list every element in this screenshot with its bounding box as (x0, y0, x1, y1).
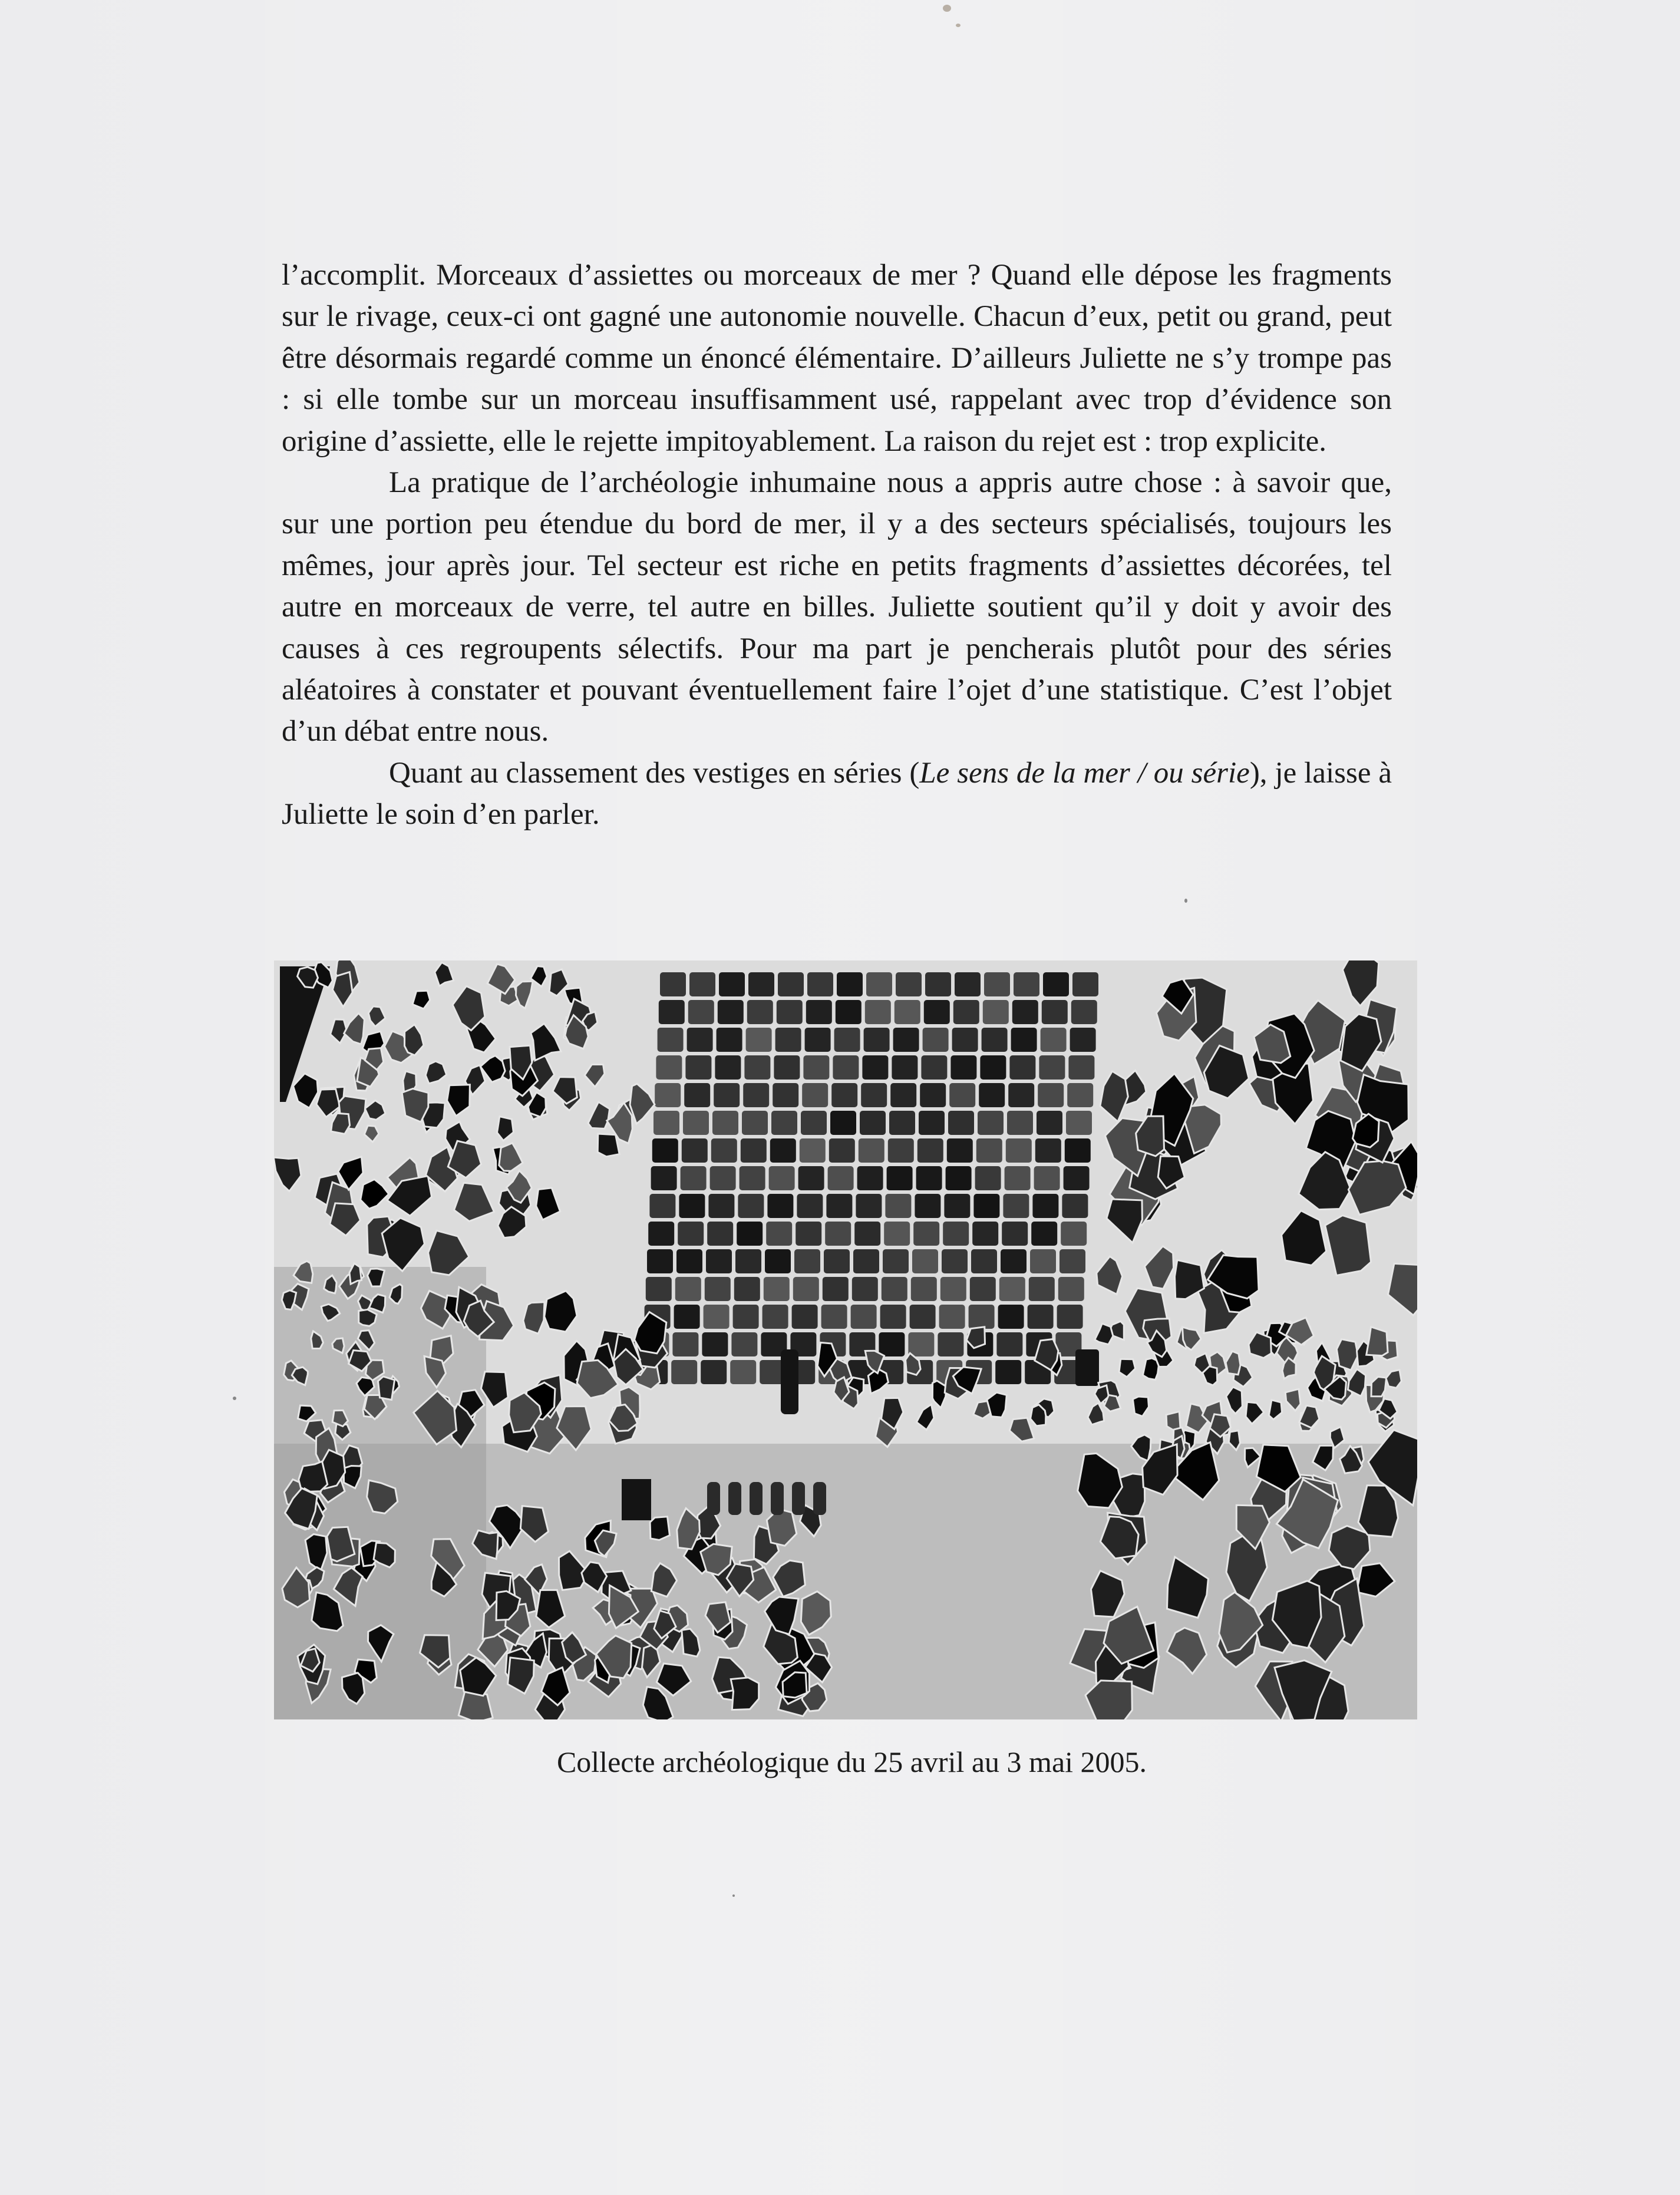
tile-fragment (946, 1166, 972, 1190)
tile-fragment (865, 1000, 891, 1024)
tile-fragment (920, 1083, 946, 1107)
tile-fragment (1006, 1138, 1032, 1163)
shard-fragment (650, 1517, 669, 1540)
tile-fragment (826, 1194, 852, 1218)
tile-fragment (913, 1222, 939, 1246)
tile-fragment (885, 1194, 911, 1218)
tile-fragment (969, 1305, 995, 1329)
tile-fragment (857, 1166, 883, 1190)
paragraph-1-text: l’accomplit. Morceaux d’assiettes ou morceaux de mer ? Quand elle dépose les fragments sur le rivage, ceux-ci ont gagné une autonomie nouvelle. Chacun d’eux, petit ou grand, peut être désormais regardé comme un énoncé élémentaire. D’ailleurs Juliette ne s’y trompe pas : si elle tombe sur un morceau insuffisamment usé, rappelant avec trop d’évidence son origine d’assiette, elle le rejette impitoyablement. La raison du rejet est : trop explicite. (282, 259, 1392, 458)
tile-fragment (821, 1305, 847, 1329)
tile-fragment (980, 1055, 1006, 1080)
tile-fragment (767, 1194, 793, 1218)
tile-fragment (1060, 1249, 1085, 1273)
tile-fragment (944, 1194, 970, 1218)
tile-fragment (763, 1305, 788, 1329)
tile-fragment (1031, 1222, 1057, 1246)
tile-fragment (718, 1000, 744, 1024)
tile-fragment (1039, 1055, 1065, 1080)
tile-fragment (972, 1222, 998, 1246)
shard-fragment (1367, 1327, 1388, 1356)
tile-fragment (801, 1111, 827, 1135)
tile-fragment (950, 1055, 976, 1080)
tile-fragment (798, 1166, 824, 1190)
tile-fragment (1057, 1305, 1083, 1329)
tile-fragment (702, 1332, 728, 1356)
tile-fragment (890, 1083, 916, 1107)
paragraph-2-text: La pratique de l’archéologie inhumaine nous a appris autre chose : à savoir que, sur une portion peu étendue du bord de mer, il y a des secteurs spécialisés, toujours les mêmes, jour après jour. Tel secteur est riche en petits fragments d’assiettes décorées, tel autre en morceaux de verre, tel autre en billes. Juliette soutient qu’il y doit y avoir des causes à ces regroupents sélectifs. Pour ma part je pencherais plutôt pour des séries aléatoires à constater et pouvant éventuellement faire l’ojet d’une statistique. C’est l’objet d’un débat entre nous. (282, 466, 1392, 748)
tile-fragment (777, 1000, 803, 1024)
paragraph-2 (282, 462, 1392, 752)
tile-fragment (689, 972, 715, 996)
tile-fragment (1034, 1166, 1060, 1190)
tile-fragment (1009, 1055, 1035, 1080)
tile-fragment (879, 1332, 905, 1356)
tile-fragment (1042, 1000, 1068, 1024)
tile-fragment (765, 1249, 791, 1273)
tile-fragment (851, 1305, 877, 1329)
tile-fragment (1028, 1305, 1054, 1329)
tile-fragment (1003, 1194, 1029, 1218)
tile-fragment (683, 1111, 709, 1135)
tile-fragment (1064, 1166, 1090, 1190)
shard-fragment (378, 1377, 395, 1400)
tile-fragment (828, 1166, 854, 1190)
tile-fragment (942, 1249, 968, 1273)
tile-fragment (862, 1055, 888, 1080)
tile-fragment (796, 1222, 821, 1246)
tile-fragment (647, 1249, 673, 1273)
tile-fragment (939, 1305, 965, 1329)
tile-fragment (998, 1305, 1024, 1329)
tile-fragment (1029, 1277, 1055, 1301)
tile-fragment (943, 1222, 969, 1246)
tile-fragment (831, 1083, 857, 1107)
tile-fragment (743, 1083, 769, 1107)
tile-fragment (910, 1305, 936, 1329)
tile-fragment (658, 1028, 684, 1052)
tile-fragment (1041, 1028, 1067, 1052)
tile-fragment (741, 1138, 767, 1163)
tile-fragment (983, 1000, 1009, 1024)
tile-fragment (888, 1138, 914, 1163)
tile-fragment (707, 1222, 733, 1246)
tile-fragment (884, 1222, 910, 1246)
tile-fragment (1070, 1028, 1096, 1052)
tile-fragment (1012, 1000, 1038, 1024)
tile-fragment (923, 1028, 949, 1052)
tile-fragment (1011, 1028, 1037, 1052)
tile-fragment (684, 1083, 710, 1107)
tile-fragment (853, 1249, 879, 1273)
tile-fragment (775, 1028, 801, 1052)
tile-fragment (655, 1083, 681, 1107)
tile-fragment (955, 972, 981, 996)
tile-fragment (746, 1028, 772, 1052)
tile-fragment (883, 1249, 909, 1273)
tile-fragment (892, 1055, 917, 1080)
paragraph-3-text-end: ), je laisse à Juliette le soin d’en parler. (282, 756, 1392, 831)
tile-fragment (975, 1166, 1001, 1190)
shard-fragment (1371, 1377, 1387, 1397)
tile-fragment (866, 972, 892, 996)
tile-fragment (797, 1194, 823, 1218)
paper-speck (943, 5, 951, 12)
tile-fragment (889, 1111, 915, 1135)
tile-fragment (1072, 972, 1098, 996)
tile-fragment (1005, 1166, 1031, 1190)
series-title: Le sens de la mer / ou série (919, 756, 1250, 790)
stick-fragment (707, 1482, 720, 1515)
tile-fragment (896, 972, 922, 996)
tile-fragment (948, 1111, 974, 1135)
paragraph-3 (282, 752, 1392, 836)
tile-fragment (710, 1166, 736, 1190)
tile-fragment (836, 1000, 862, 1024)
tile-fragment (792, 1305, 818, 1329)
stick-fragment (792, 1482, 805, 1515)
tile-fragment (793, 1277, 819, 1301)
tile-fragment (924, 1000, 950, 1024)
tile-fragment (1002, 1222, 1028, 1246)
tile-fragment (973, 1194, 999, 1218)
tile-fragment (744, 1055, 770, 1080)
tile-fragment (646, 1277, 672, 1301)
tile-fragment (1043, 972, 1069, 996)
tile-fragment (704, 1305, 730, 1329)
tile-fragment (747, 1000, 773, 1024)
tile-fragment (676, 1249, 702, 1273)
tile-fragment (908, 1332, 934, 1356)
photo-canvas (274, 960, 1417, 1719)
tile-fragment (861, 1083, 887, 1107)
tile-fragment (671, 1360, 697, 1384)
tile-fragment (921, 1055, 947, 1080)
tile-fragment (852, 1277, 878, 1301)
tile-fragment (773, 1083, 798, 1107)
figurine-fragment (781, 1349, 798, 1414)
tile-fragment (806, 1000, 832, 1024)
tile-fragment (978, 1111, 1004, 1135)
tile-fragment (774, 1055, 800, 1080)
tile-fragment (976, 1138, 1002, 1163)
tile-fragment (854, 1222, 880, 1246)
stick-fragment (813, 1482, 826, 1515)
tile-fragment (999, 1277, 1025, 1301)
tile-fragment (824, 1249, 850, 1273)
tile-fragment (882, 1277, 907, 1301)
tile-fragment (1037, 1111, 1062, 1135)
tile-fragment (712, 1111, 738, 1135)
tile-fragment (706, 1249, 732, 1273)
tile-fragment (856, 1194, 882, 1218)
tile-fragment (652, 1138, 678, 1163)
tile-fragment (949, 1083, 975, 1107)
tile-fragment (802, 1083, 828, 1107)
tile-fragment (837, 972, 863, 996)
tile-fragment (970, 1277, 996, 1301)
tile-fragment (800, 1138, 826, 1163)
archaeological-collection-photo (274, 960, 1417, 1719)
tile-fragment (1008, 1083, 1034, 1107)
tile-fragment (995, 1360, 1021, 1384)
tile-fragment (1007, 1111, 1033, 1135)
tile-fragment (688, 1000, 714, 1024)
tile-fragment (947, 1138, 973, 1163)
tile-fragment (719, 972, 745, 996)
tile-fragment (1058, 1277, 1084, 1301)
tile-fragment (982, 1028, 1008, 1052)
tile-fragment (687, 1028, 713, 1052)
tile-fragment (805, 1028, 831, 1052)
tile-fragment (1071, 1000, 1097, 1024)
tile-fragment (833, 1055, 859, 1080)
tile-fragment (860, 1111, 886, 1135)
tile-fragment (1038, 1083, 1064, 1107)
tile-fragment (717, 1028, 742, 1052)
tile-fragment (830, 1111, 856, 1135)
tile-fragment (880, 1305, 906, 1329)
tile-fragment (1067, 1083, 1093, 1107)
tile-fragment (672, 1332, 698, 1356)
stick-fragment (728, 1482, 741, 1515)
tile-fragment (938, 1332, 963, 1356)
tile-fragment (1065, 1138, 1091, 1163)
tile-fragment (996, 1332, 1022, 1356)
tile-fragment (738, 1194, 764, 1218)
tile-fragment (971, 1249, 997, 1273)
tile-fragment (678, 1222, 704, 1246)
tile-fragment (823, 1277, 849, 1301)
tile-fragment (748, 972, 774, 996)
tile-fragment (1062, 1194, 1088, 1218)
tile-fragment (1032, 1194, 1058, 1218)
tile-fragment (916, 1166, 942, 1190)
tile-fragment (915, 1194, 940, 1218)
tile-fragment (730, 1360, 756, 1384)
tile-fragment (864, 1028, 890, 1052)
tile-fragment (679, 1194, 705, 1218)
tile-fragment (708, 1194, 734, 1218)
tile-fragment (859, 1138, 884, 1163)
tile-fragment (895, 1000, 920, 1024)
tile-fragment (742, 1111, 768, 1135)
tile-fragment (807, 972, 833, 996)
tile-fragment (660, 972, 686, 996)
tile-fragment (825, 1222, 851, 1246)
tile-fragment (656, 1055, 682, 1080)
tile-fragment (919, 1111, 945, 1135)
tile-fragment (925, 972, 951, 996)
tile-fragment (953, 1000, 979, 1024)
tile-fragment (731, 1332, 757, 1356)
tile-fragment (984, 972, 1010, 996)
tile-fragment (674, 1305, 700, 1329)
tile-fragment (648, 1222, 674, 1246)
shard-fragment (368, 1269, 385, 1286)
shard-fragment (731, 1678, 759, 1710)
tile-fragment (769, 1166, 795, 1190)
tile-fragment (912, 1249, 938, 1273)
tile-fragment (733, 1305, 759, 1329)
tile-fragment (649, 1194, 675, 1218)
tile-fragment (735, 1249, 761, 1273)
paper-speck (732, 1894, 735, 1897)
tile-fragment (911, 1277, 937, 1301)
tile-fragment (770, 1138, 796, 1163)
tile-fragment (685, 1055, 711, 1080)
figure-caption: Collecte archéologique du 25 avril au 3 mai 2005. (556, 1745, 1147, 1778)
tile-fragment (887, 1166, 913, 1190)
tile-fragment (714, 1083, 740, 1107)
body-text (282, 255, 1392, 836)
tile-fragment (1035, 1138, 1061, 1163)
tile-fragment (778, 972, 804, 996)
tile-fragment (740, 1166, 765, 1190)
shard-fragment (458, 1691, 493, 1719)
tile-fragment (715, 1055, 741, 1080)
tile-fragment (701, 1360, 727, 1384)
tile-fragment (1075, 1349, 1099, 1386)
tile-fragment (734, 1277, 760, 1301)
tile-fragment (940, 1277, 966, 1301)
shard-fragment (359, 1309, 377, 1326)
tile-fragment (803, 1055, 829, 1080)
tile-fragment (766, 1222, 792, 1246)
paragraph-3-text-start: Quant au classement des vestiges en séries ( (389, 756, 920, 790)
paper-speck (956, 24, 961, 27)
tile-fragment (834, 1028, 860, 1052)
shard-fragment (299, 1461, 328, 1492)
tile-fragment (705, 1277, 731, 1301)
tile-fragment (1068, 1055, 1094, 1080)
tile-fragment (893, 1028, 919, 1052)
tile-fragment (1001, 1249, 1027, 1273)
square-fragment (622, 1479, 651, 1520)
tile-fragment (681, 1166, 707, 1190)
stick-fragment (750, 1482, 763, 1515)
tile-fragment (1014, 972, 1039, 996)
tile-fragment (1066, 1111, 1092, 1135)
tile-fragment (675, 1277, 701, 1301)
tile-fragment (952, 1028, 978, 1052)
stick-fragment (771, 1482, 784, 1515)
tile-fragment (737, 1222, 763, 1246)
tile-fragment (1061, 1222, 1087, 1246)
tile-fragment (1030, 1249, 1056, 1273)
tile-fragment (653, 1111, 679, 1135)
paragraph-1 (282, 255, 1392, 462)
paper-speck (233, 1397, 236, 1400)
tile-fragment (979, 1083, 1005, 1107)
tile-fragment (764, 1277, 790, 1301)
tile-fragment (659, 1000, 685, 1024)
tile-fragment (771, 1111, 797, 1135)
paper-speck (1184, 899, 1187, 903)
tile-fragment (794, 1249, 820, 1273)
tile-fragment (711, 1138, 737, 1163)
tile-fragment (651, 1166, 677, 1190)
shard-fragment (598, 1134, 619, 1157)
tile-fragment (682, 1138, 708, 1163)
tile-fragment (917, 1138, 943, 1163)
tile-fragment (829, 1138, 855, 1163)
